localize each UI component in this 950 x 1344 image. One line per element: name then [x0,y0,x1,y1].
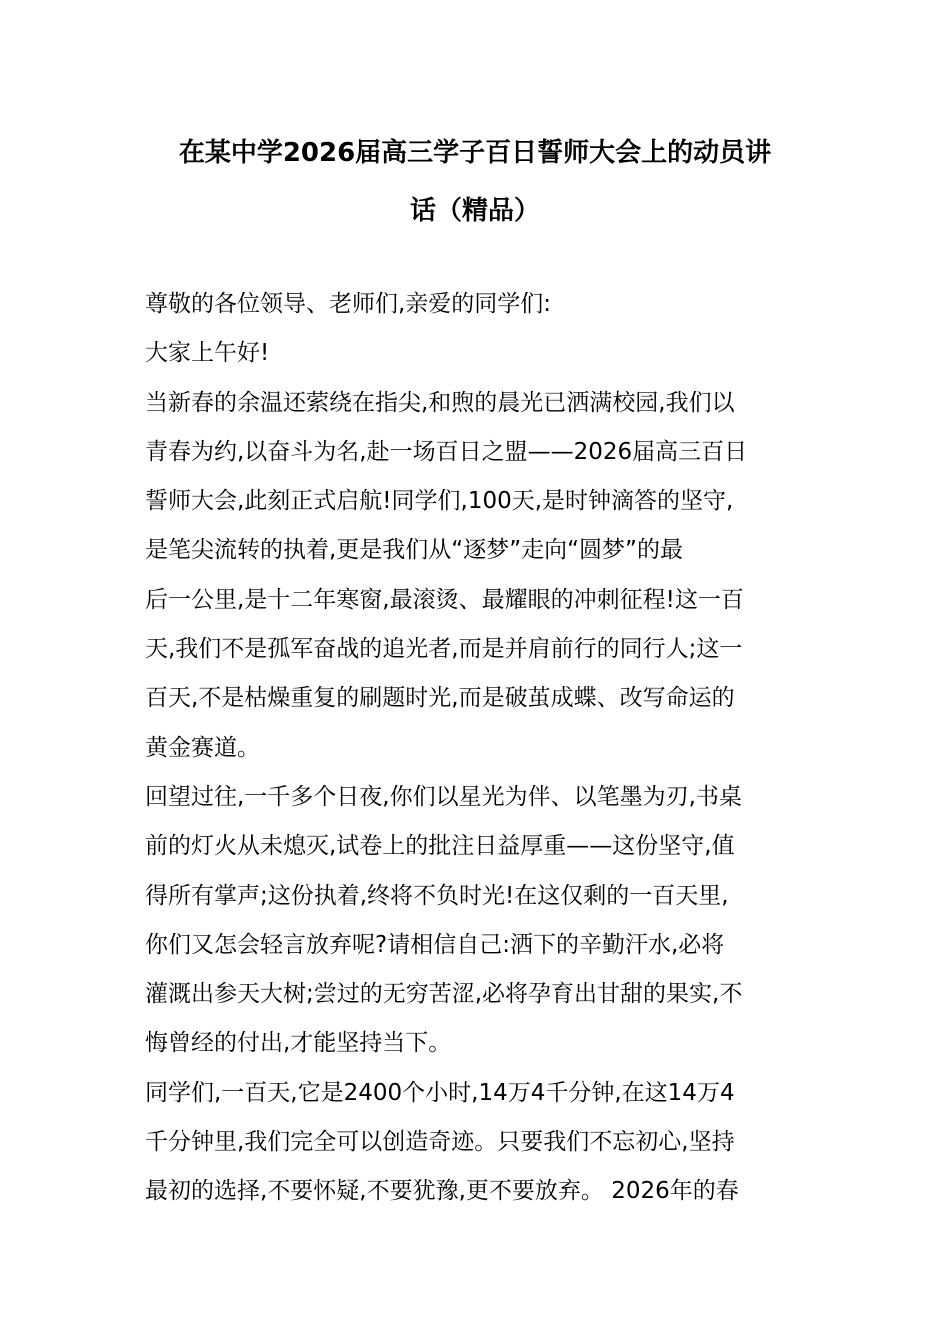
body-line: 誓师大会,此刻正式启航!同学们,100天,是时钟滴答的坚守, [145,488,734,515]
document-body [145,280,815,1217]
body-line: 千分钟里,我们完全可以创造奇迹。只要我们不忘初心,坚持 [145,1129,735,1156]
body-line: 是笔尖流转的执着,更是我们从“逐梦”走向“圆梦”的最 [145,537,683,564]
body-line: 黄金赛道。 [145,734,260,761]
body-line: 回望过往,一千多个日夜,你们以星光为伴、以笔墨为刃,书桌 [145,783,742,810]
title-line: 话（精品） [409,196,540,226]
body-line: 天,我们不是孤军奋战的追光者,而是并肩前行的同行人;这一 [145,636,743,663]
body-line: 青春为约,以奋斗为名,赴一场百日之盟——2026届高三百日 [145,438,748,465]
body-line: 灌溉出参天大树;尝过的无穷苦涩,必将孕育出甘甜的果实,不 [145,981,743,1008]
body-line: 百天,不是枯燥重复的刷题时光,而是破茧成蝶、改写命运的 [145,685,735,712]
body-line: 最初的选择,不要怀疑,不要犹豫,更不要放弃。 2026年的春 [145,1178,739,1205]
salutation-line: 尊敬的各位领导、老师们,亲爱的同学们: [145,291,552,317]
body-line: 你们又怎会轻言放弃呢?请相信自己:洒下的辛勤汗水,必将 [145,931,725,958]
title-line: 在某中学2026届高三学子百日誓师大会上的动员讲 [178,138,772,168]
body-line: 后一公里,是十二年寒窗,最滚烫、最耀眼的冲刺征程!这一百 [145,586,744,613]
body-line: 得所有掌声;这份执着,终将不负时光!在这仅剩的一百天里, [145,882,729,909]
body-line: 前的灯火从未熄灭,试卷上的批注日益厚重——这份坚守,值 [145,833,735,860]
greeting-line: 大家上午好! [145,340,270,367]
body-line: 悔曾经的付出,才能坚持当下。 [145,1030,452,1057]
body-line: 当新春的余温还萦绕在指尖,和煦的晨光已洒满校园,我们以 [145,389,735,416]
document-title [140,124,810,240]
body-line: 同学们,一百天,它是2400个小时,14万4千分钟,在这14万4 [145,1079,735,1106]
